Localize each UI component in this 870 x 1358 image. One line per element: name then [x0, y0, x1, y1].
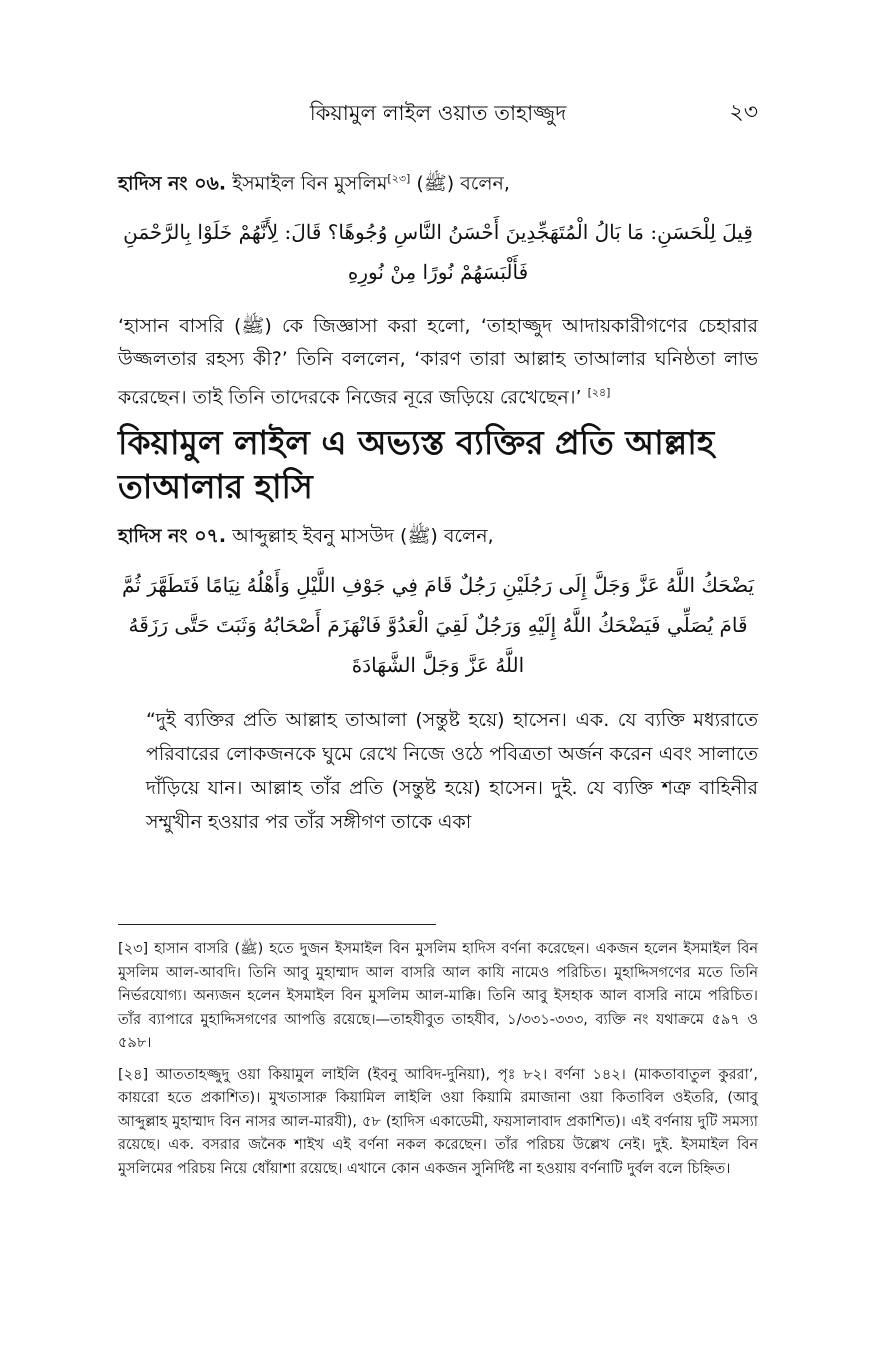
page-body: [118, 164, 758, 839]
footnote-ref-24[interactable]: [২৪]: [587, 386, 611, 400]
hadith-6-narrator: ইসমাইল বিন মুসলিম: [232, 172, 388, 195]
hadith-7-suffix: বলেন,: [443, 524, 494, 547]
hadith-7-honorific: (ﷺ): [400, 524, 438, 547]
hadith-7-arabic: [118, 565, 758, 685]
hadith-6-honorific: (ﷺ): [416, 172, 455, 195]
translation-text: ‘হাসান বাসরি (ﷺ) কে জিজ্ঞাসা করা হলো, ‘তাহাজ্জুদ আদায়কারীগণের চেহারার উজ্জলতার রহস্য কী?’ তিনি বললেন, ‘কারণ তারা আল্লাহ তাআলার ঘনিষ্ঠতা লাভ করেছেন। তাই তিনি তাদেরকে নিজের নূরে জড়িয়ে রেখেছেন।’: [118, 315, 758, 409]
arabic-line: قِيلَ لِلْحَسَنِ: مَا بَالُ الْمُتَهَجِّدِينَ أَحْسَنُ النَّاسِ وُجُوهًا؟ قَالَ: لِأَنَّهُمْ خَلَوْا بِالرَّحْمَنِ: [123, 220, 753, 245]
hadith-7-translation: “দুই ব্যক্তির প্রতি আল্লাহ তাআলা (সন্তুষ্ট হয়ে) হাসেন। এক. যে ব্যক্তি মধ্যরাতে পরিবারের লোকজনকে ঘুমে রেখে নিজে ওঠে পবিত্রতা অর্জন করেন এবং সালাতে দাঁড়িয়ে যান। আল্লাহ তাঁর প্রতি (সন্তুষ্ট হয়ে) হাসেন। দুই. যে ব্যক্তি শত্রু বাহিনীর সম্মুখীন হওয়ার পর তাঁর সঙ্গীগণ তাকে একা: [146, 708, 758, 833]
arabic-line: اللَّهُ عَزَّ وَجَلَّ الشَّهَادَةَ: [351, 652, 525, 677]
hadith-7-narrator: আব্দুল্লাহ ইবনু মাসউদ: [232, 524, 394, 547]
footnotes: [118, 938, 758, 1189]
footnote-ref-23[interactable]: [২৩]: [387, 172, 411, 185]
hadith-6-arabic: [118, 212, 758, 292]
hadith-6-number: হাদিস নং ০৬.: [118, 172, 227, 195]
arabic-line: فَأَلْبَسَهُمْ نُورًا مِنْ نُورِهِ: [347, 260, 529, 285]
hadith-6-suffix: বলেন,: [460, 172, 510, 195]
hadith-6-translation: [118, 310, 758, 414]
section-title: কিয়ামুল লাইল এ অভ্যস্ত ব্যক্তির প্রতি আল্লাহ তাআলার হাসি: [118, 422, 715, 506]
running-header: [118, 96, 758, 130]
arabic-line: قَامَ يُصَلِّي فَيَضْحَكُ اللَّهُ إِلَيْهِ وَرَجُلٌ لَقِيَ الْعَدُوَّ فَانْهَزَمَ أَصْحَابُهُ وَثَبَتَ حَتَّى رَزَقَهُ: [128, 612, 748, 637]
hadith-7-heading: [118, 521, 758, 551]
arabic-line: يَضْحَكُ اللَّهُ عَزَّ وَجَلَّ إِلَى رَجُلَيْنِ رَجُلٌ قَامَ فِي جَوْفِ اللَّيْلِ وَأَهْلُهُ نِيَامًا فَتَطَهَّرَ ثُمَّ: [121, 572, 755, 597]
page-number: ২৩: [729, 100, 758, 125]
running-title: কিয়ামুল লাইল ওয়াত তাহাজ্জুদ: [309, 101, 567, 125]
footnote-24: [২৪] আততাহজ্জুদু ওয়া কিয়ামুল লাইলি (ইবনু আবিদ-দুনিয়া), পৃঃ ৮২। বর্ণনা ১৪২। (মাকতাবাতুল কুররা’, কায়রো হতে প্রকাশিত)। মুখতাসারু কিয়ামিল লাইলি ওয়া কিয়ামি রমাজানা ওয়া কিতাবিল ওইতরি, (আবু আব্দুল্লাহ মুহাম্মাদ বিন নাসর আল-মারযী), ৫৮ (হাদিস একাডেমী, ফয়সালাবাদ প্রকাশিত)। এই বর্ণনায় দুটি সমস্যা রয়েছে। এক. বসরার জনৈক শাইখ এই বর্ণনা নকল করেছেন। তাঁর পরিচয় উল্লেখ নেই। দুই. ইসমাইল বিন মুসলিমের পরিচয় নিয়ে ধোঁয়াশা রয়েছে। এখানে কোন একজন সুনির্দিষ্ট না হওয়ায় বর্ণনাটি দুর্বল বলে চিহ্নিত।: [118, 1066, 758, 1177]
hadith-7-number: হাদিস নং ০৭.: [118, 524, 227, 547]
footnote-divider: [118, 924, 436, 925]
hadith-6-heading: [118, 164, 758, 198]
footnote-23: [২৩] হাসান বাসরি (ﷺ) হতে দুজন ইসমাইল বিন মুসলিম হাদিস বর্ণনা করেছেন। একজন হলেন ইসমাইল বিন মুসলিম আল-আবদি। তিনি আবু মুহাম্মাদ আল বাসরি আল কাযি নামেও পরিচিত। মুহাদ্দিসগণের মতে তিনি নির্ভরযোগ্য। অন্যজন হলেন ইসমাইল বিন মুসলিম আল-মাক্কি। তিনি আবু ইসহাক আল বাসরি নামে পরিচিত। তাঁর ব্যাপারে মুহাদ্দিসগণের আপত্তি রয়েছে।—তাহযীবুত তাহযীব, ১/৩৩১-৩৩৩, ব্যক্তি নং যথাক্রমে ৫৯৭ ও ৫৯৮।: [118, 941, 758, 1051]
